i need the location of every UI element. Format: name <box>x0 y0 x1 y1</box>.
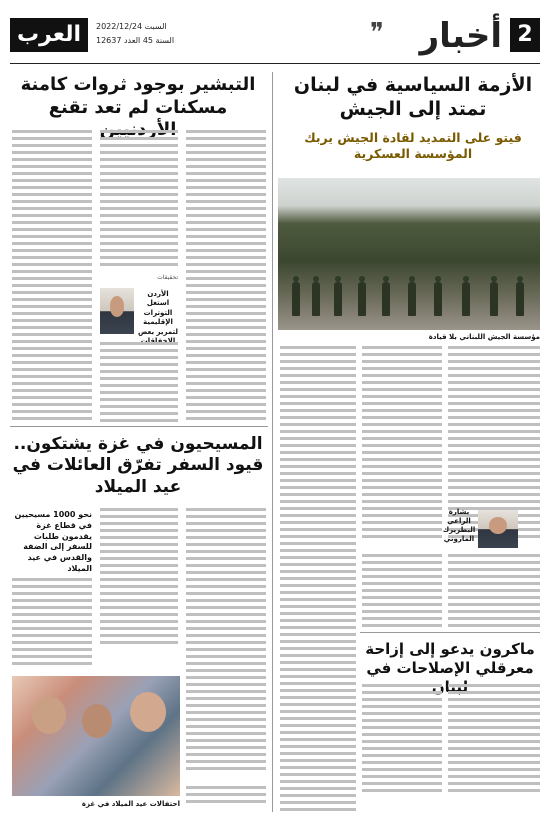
gaza-photo-caption: احتفالات عيد الميلاد في غزة <box>81 800 180 808</box>
army-parade-photo <box>278 178 540 330</box>
article-text-column <box>186 508 266 774</box>
jordan-headline: التبشير بوجود ثروات كامنة مسكنات لم تعد تقنع <box>20 74 256 118</box>
jordan-pull-quote: الأردن استغل التوترات الإقليمية لتمرير بعض <box>137 290 179 336</box>
macron-headline: ماكرون يدعو إلى إزاحة معرقلي الإصلاحات في <box>365 640 535 677</box>
gaza-headline: المسيحيون في غزة يشتكون.. قيود السفر تفرّق العائلات في عيد الميلاد <box>12 434 264 497</box>
issue-date: السبت 2022/12/24 <box>96 22 167 31</box>
article-text-column <box>280 346 356 815</box>
column-divider <box>272 72 273 812</box>
article-divider <box>10 426 268 427</box>
article-text-column <box>362 684 442 796</box>
official-portrait <box>100 288 134 334</box>
patriarch-portrait <box>478 510 518 548</box>
article-text-column <box>362 554 442 631</box>
article-text-column <box>100 130 178 270</box>
quote-icon: ❞ <box>370 18 384 48</box>
newspaper-logo: العرب <box>10 18 88 52</box>
article-text-column <box>448 554 540 631</box>
issue-number: السنة 45 العدد 12637 <box>96 36 175 45</box>
section-title: أخبار <box>419 16 502 56</box>
army-photo-caption: مؤسسة الجيش اللبناني بلا قيادة <box>428 333 540 341</box>
page-number: 2 <box>510 18 540 52</box>
article-text-column <box>12 578 92 669</box>
masthead <box>10 12 540 64</box>
gaza-pull-quote: نحو 1000 مسيحيين في قطاع غزة يقدمون طلبات للسفر إلى الضفة والقدس في عيد الميلاد <box>14 510 92 573</box>
article-text-column <box>362 346 442 542</box>
article-text-column <box>448 684 540 796</box>
lebanon-army-headline: الأزمة السياسية في لبنان تمتد إلى الجيش <box>293 74 533 120</box>
lebanon-army-subhead: فيتو على التمديد لقادة الجيش يربك المؤسسة العسكرية <box>304 130 522 162</box>
article-text-column <box>12 130 92 424</box>
article-text-column <box>100 508 178 648</box>
article-divider <box>360 632 540 633</box>
gaza-children-photo <box>12 676 180 796</box>
article-text-column <box>100 342 178 426</box>
article-text-column <box>186 130 266 424</box>
patriarch-byline: بشارة الراعي البطريرك الماروني <box>442 508 476 544</box>
article-text-column <box>186 786 266 807</box>
section-label: تحقيقات <box>157 274 178 281</box>
